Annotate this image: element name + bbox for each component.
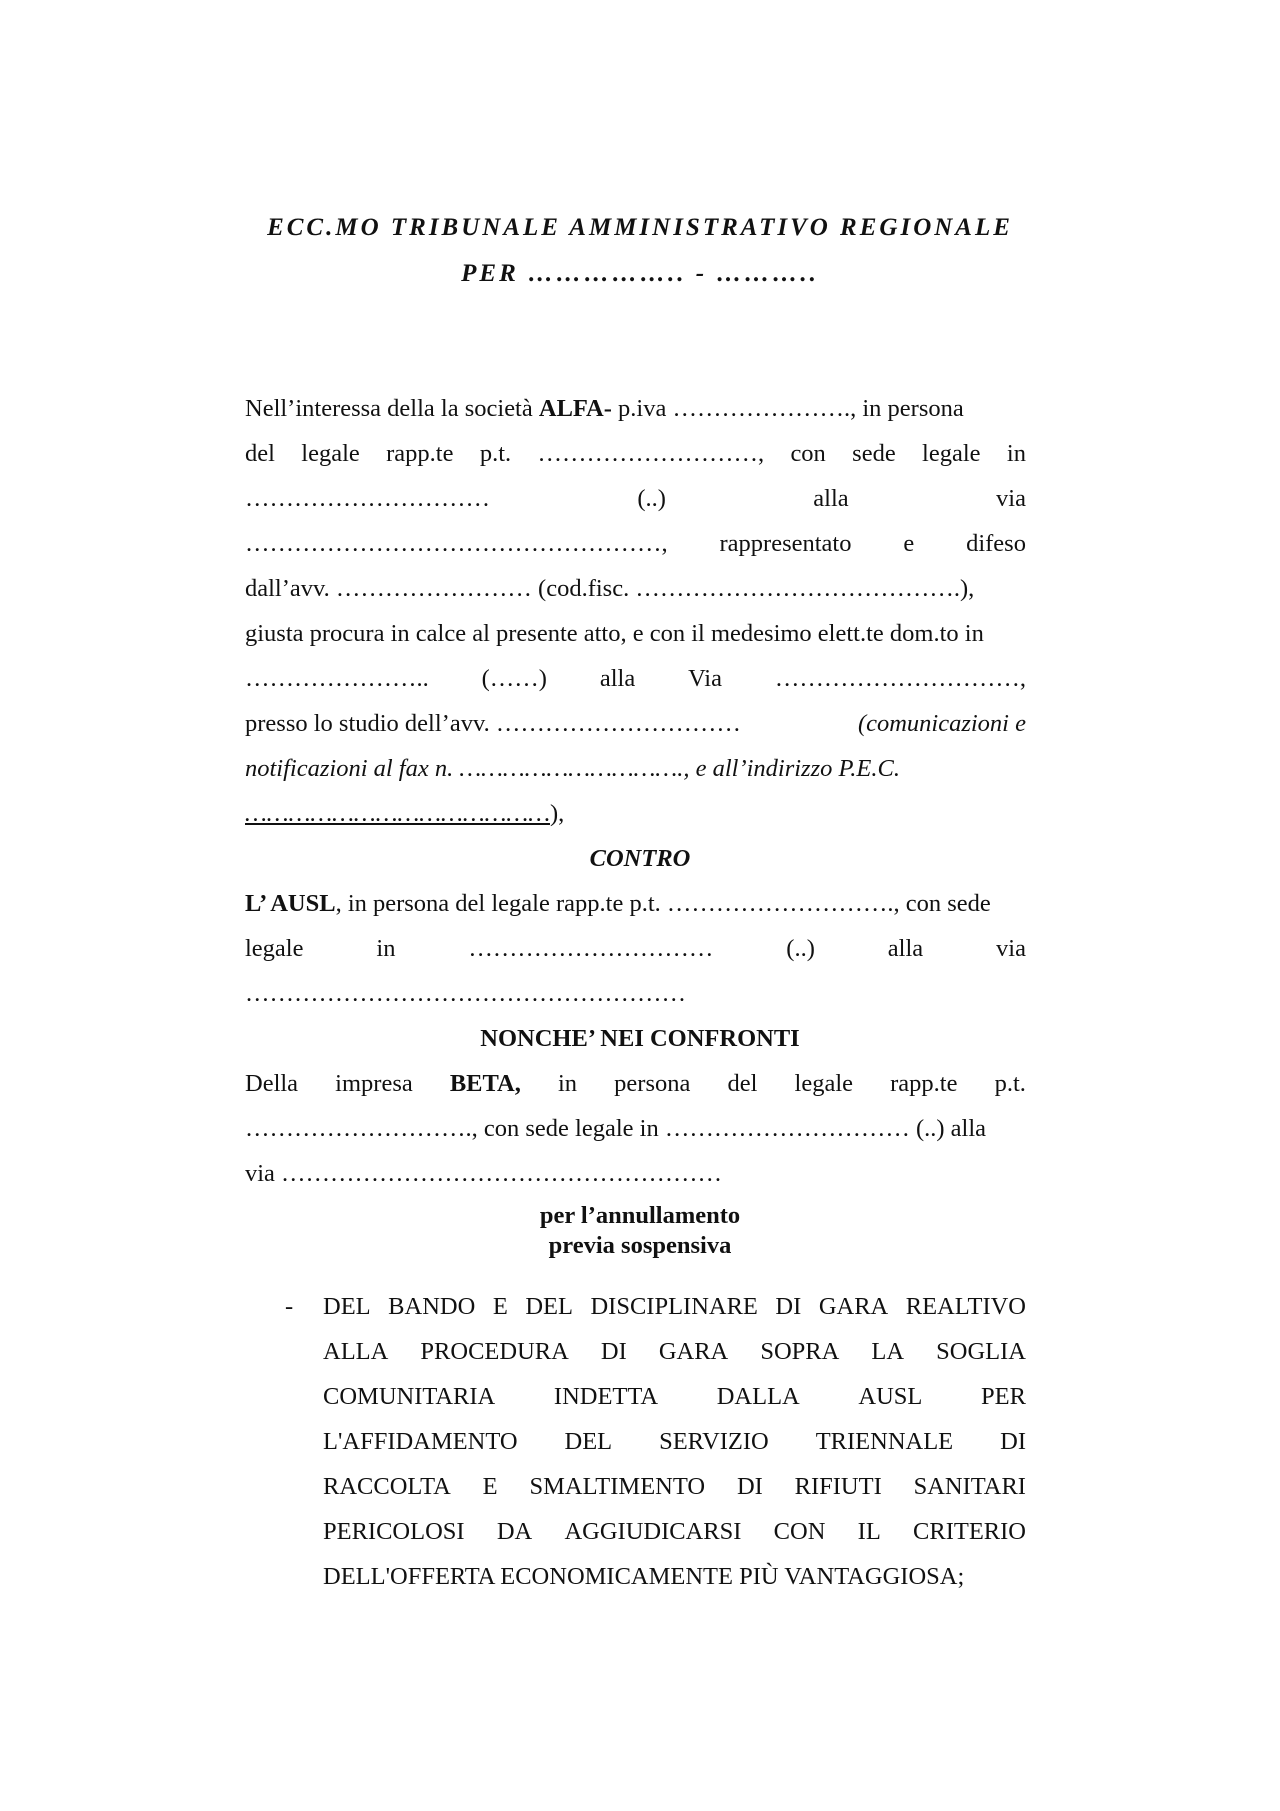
contro-line-2: legale in ………………………… (..) alla via (245, 935, 1026, 962)
alfa-line-1: Nell’interessa della la società ALFA- p.iva …………………., in persona (245, 395, 964, 422)
alfa-line-5: dall’avv. …………………… (cod.fisc. ………………………………….), (245, 575, 975, 602)
contro-heading: CONTRO (589, 845, 691, 872)
contro-line-3: ……………………………………………… (245, 980, 686, 1007)
company-alfa: ALFA- (538, 395, 612, 422)
alfa-line-7: ………………….. (……) alla Via …………………………, (245, 665, 1026, 692)
list-line-2: ALLA PROCEDURA DI GARA SOPRA LA SOGLIA (323, 1338, 1026, 1365)
nonche-heading: NONCHE’ NEI CONFRONTI (480, 1025, 800, 1052)
court-location: PER …………….. - ……….. (461, 260, 819, 287)
nonche-line-2: ………………………., con sede legale in ………………………… (..) alla (245, 1115, 987, 1142)
alfa-line-9: notificazioni al fax n. …………………………., e all’indirizzo P.E.C. (245, 755, 900, 782)
alfa-line-6: giusta procura in calce al presente atto, e con il medesimo elett.te dom.to in (245, 620, 984, 647)
list-line-1: DEL BANDO E DEL DISCIPLINARE DI GARA REALTIVO (323, 1293, 1026, 1320)
company-beta: BETA, (449, 1070, 521, 1097)
nonche-line-1: Della impresa BETA, in persona del legale rapp.te p.t. (245, 1070, 1026, 1097)
alfa-line-4: ……………………………………………, rappresentato e difeso (245, 530, 1026, 557)
alfa-line-10: ……………………………………), (245, 800, 565, 827)
list-line-4: L'AFFIDAMENTO DEL SERVIZIO TRIENNALE DI (323, 1428, 1026, 1455)
annullamento-heading: per l’annullamento (539, 1202, 741, 1229)
sospensiva-heading: previa sospensiva (548, 1232, 732, 1259)
list-line-6: PERICOLOSI DA AGGIUDICARSI CON IL CRITERIO (323, 1518, 1026, 1545)
nonche-line-3: via ……………………………………………… (245, 1160, 723, 1187)
party-ausl: L’ AUSL (245, 890, 336, 917)
list-bullet-dash: - (285, 1293, 294, 1320)
list-line-5: RACCOLTA E SMALTIMENTO DI RIFIUTI SANITARI (323, 1473, 1026, 1500)
alfa-line-3: ………………………… (..) alla via (245, 485, 1026, 512)
pec-address: …………………………………… (245, 800, 550, 827)
alfa-line-2: del legale rapp.te p.t. ………………………, con sede legale in (245, 440, 1026, 467)
alfa-line-8: presso lo studio dell’avv. ………………………… (comunicazioni e (245, 710, 1026, 737)
court-title: ECC.MO TRIBUNALE AMMINISTRATIVO REGIONALE (267, 214, 1013, 241)
list-line-3: COMUNITARIA INDETTA DALLA AUSL PER (323, 1383, 1026, 1410)
list-line-7: DELL'OFFERTA ECONOMICAMENTE PIÙ VANTAGGIOSA; (323, 1563, 965, 1590)
contro-line-1: L’ AUSL, in persona del legale rapp.te p.t. ………………………., con sede (245, 890, 991, 917)
